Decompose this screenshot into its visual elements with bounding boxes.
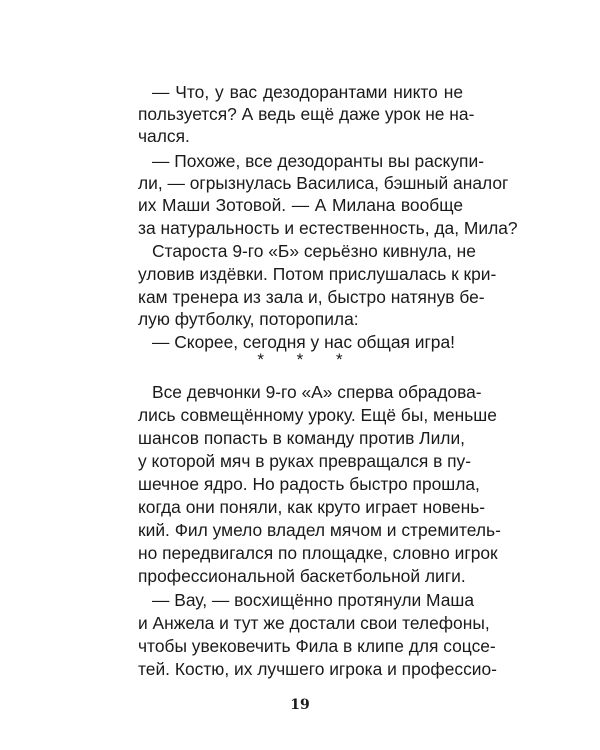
text-line: профессиональной баскетбольной лиги. [138,566,466,586]
text-line: когда они поняли, как круто играет новень- [138,497,486,517]
text-line: лую футболку, поторопила: [138,309,359,329]
text-line: — Скорее, сегодня у нас общая игра! [152,332,455,352]
text-line: тей. Костю, их лучшего игрока и профессио- [138,659,497,679]
text-line: — Похоже, все дезодоранты вы раскупи- [152,151,484,171]
text-line: лись совмещённому уроку. Ещё бы, меньше [138,405,497,425]
text-line: пользуется? А ведь ещё даже урок не на- [138,104,475,124]
text-line: чтобы увековечить Фила в клипе для соцсе- [138,636,496,656]
text-line: кий. Фил умело владел мячом и стремитель- [138,520,501,540]
text-line: чался. [138,126,190,146]
text-line: шечное ядро. Но радость быстро прошла, [138,474,480,494]
text-line: кам тренера из зала и, быстро натянув бе- [138,287,485,307]
text-line: за натуральность и естественность, да, Мила? [138,218,518,238]
text-line: — Что, у вас дезодорантами никто не [152,82,463,102]
text-line: — Вау, — восхищённо протянули Маша [152,590,474,610]
text-line: у которой мяч в руках превращался в пу- [138,451,472,471]
text-line: Все девчонки 9-го «А» сперва обрадова- [152,382,482,402]
text-line: Староста 9-го «Б» серьёзно кивнула, не [152,241,476,261]
page-number: 19 [290,697,310,713]
text-line: ли, — огрызнулась Василиса, бэшный аналог [138,173,509,193]
section-separator: * * * [257,350,357,369]
text-line: но передвигался по площадке, словно игрок [138,543,498,563]
text-line: их Маши Зотовой. — А Милана вообще [138,195,463,215]
text-line: шансов попасть в команду против Лили, [138,428,465,448]
text-line: и Анжела и тут же достали свои телефоны, [138,613,490,633]
text-line: уловив издёвки. Потом прислушалась к кри- [138,264,497,284]
